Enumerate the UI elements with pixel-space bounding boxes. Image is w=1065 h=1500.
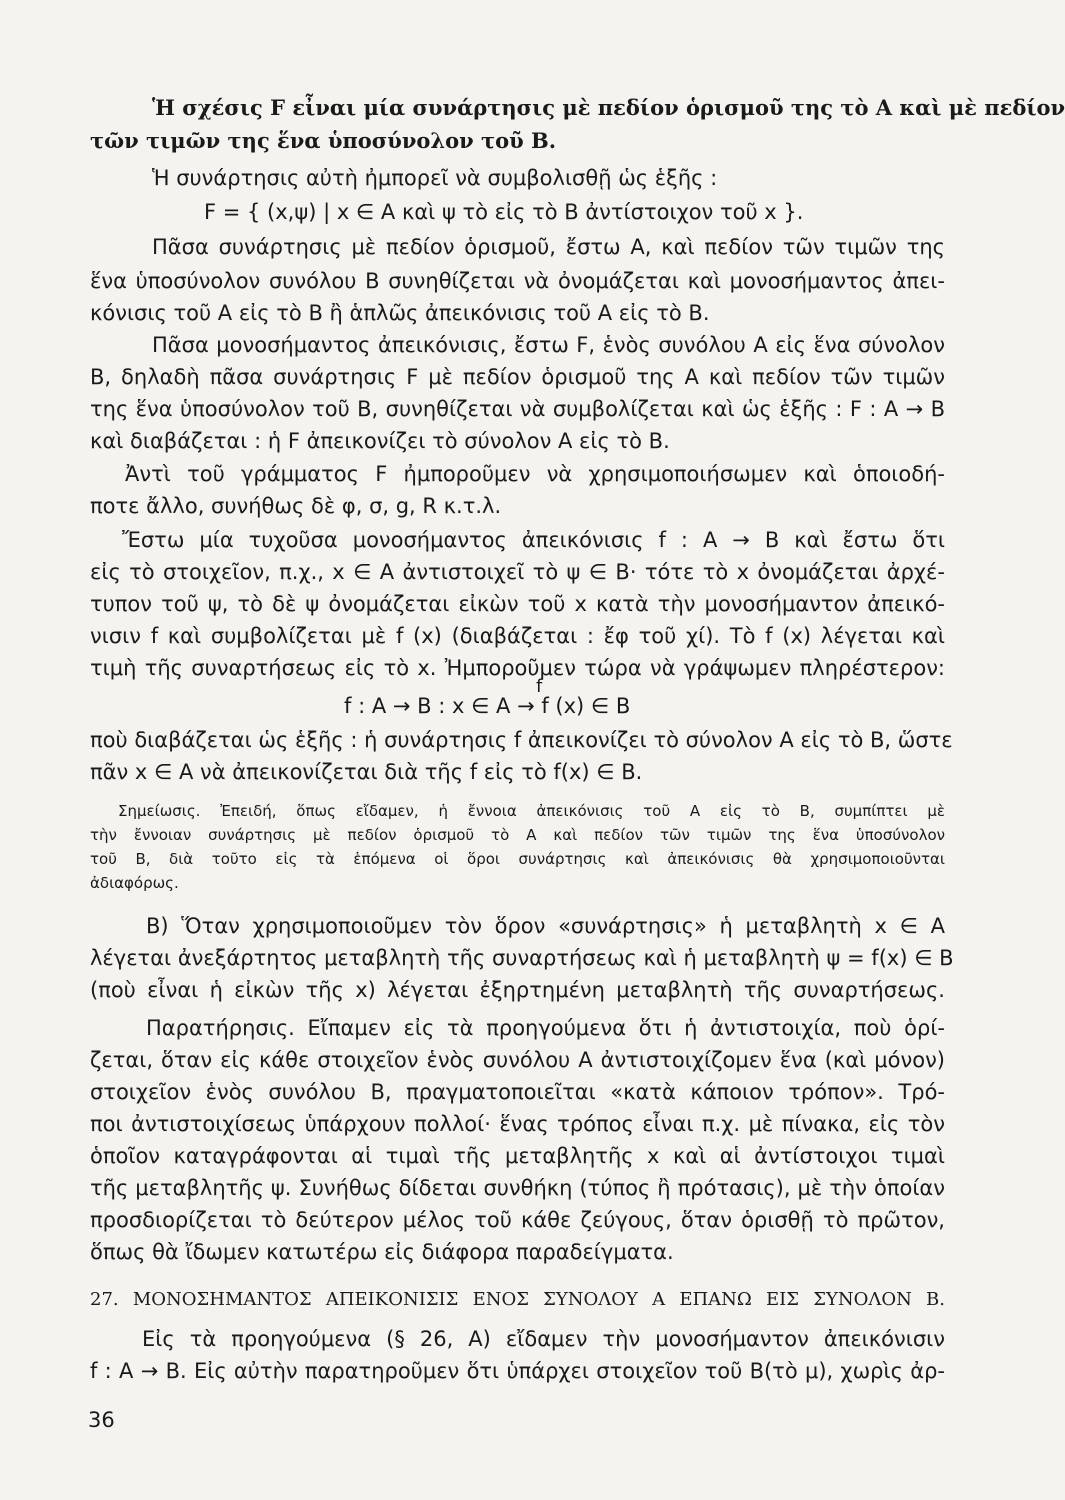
section-heading: 27. ΜΟΝΟΣΗΜΑΝΤΟΣ ΑΠΕΙΚΟΝΙΣΙΣ ΕΝΟΣ ΣΥΝΟΛΟΥ Α ΕΠΑΝΩ ΕΙΣ ΣΥΝΟΛΟΝ Β. <box>90 1289 945 1310</box>
text-line: Ἡ σχέσις F εἶναι μία συνάρτησις μὲ πεδίον ὁρισμοῦ της τὸ Α καὶ μὲ πεδίον <box>152 95 1065 120</box>
text-line: εἰς τὸ στοιχεῖον, π.χ., x ∈ Α ἀντιστοιχεῖ τὸ ψ ∈ Β· τότε τὸ x ὀνομάζεται ἀρχέ- <box>90 560 945 584</box>
text-line: Ἔστω μία τυχοῦσα μονοσήμαντος ἀπεικόνισις f : Α → Β καὶ ἔστω ὅτι <box>122 528 945 552</box>
text-line: Β, δηλαδὴ πᾶσα συνάρτησις F μὲ πεδίον ὁρισμοῦ της Α καὶ πεδίον τῶν τιμῶν <box>90 365 945 389</box>
text-line: Ἡ συνάρτησις αὐτὴ ἠμπορεῖ νὰ συμβολισθῇ ὡς ἑξῆς : <box>152 166 718 190</box>
note-line: Σημείωσις. Ἐπειδή, ὅπως εἴδαμεν, ἡ ἔννοια ἀπεικόνισις τοῦ Α εἰς τὸ Β, συμπίπτει μὲ <box>118 802 945 820</box>
text-line: Πᾶσα συνάρτησις μὲ πεδίον ὁρισμοῦ, ἔστω Α, καὶ πεδίον τῶν τιμῶν της <box>152 235 945 259</box>
page-number: 36 <box>88 1408 115 1432</box>
text-line: f : Α → Β. Εἰς αὐτὴν παρατηροῦμεν ὅτι ὑπάρχει στοιχεῖον τοῦ Β(τὸ μ), χωρὶς ἀρ- <box>90 1359 945 1383</box>
text-line: Παρατήρησις. Εἴπαμεν εἰς τὰ προηγούμενα ὅτι ἡ ἀντιστοιχία, ποὺ ὁρί- <box>146 1016 945 1040</box>
text-line: ἕνα ὑποσύνολον συνόλου Β συνηθίζεται νὰ ὀνομάζεται καὶ μονοσήμαντος ἀπει- <box>90 269 945 293</box>
text-line: τῆς μεταβλητῆς ψ. Συνήθως δίδεται συνθήκη (τύπος ἢ πρότασις), μὲ τὴν ὁποίαν <box>90 1176 945 1200</box>
text-line: ποι ἀντιστοιχίσεως ὑπάρχουν πολλοί· ἕνας τρόπος εἶναι π.χ. μὲ πίνακα, εἰς τὸν <box>90 1112 945 1136</box>
text-line: Ἀντὶ τοῦ γράμματος F ἠμποροῦμεν νὰ χρησιμοποιήσωμεν καὶ ὁποιοδή- <box>125 462 945 486</box>
note-line: τοῦ Β, διὰ τοῦτο εἰς τὰ ἑπόμενα οἱ ὅροι συνάρτησις καὶ ἀπεικόνισις θὰ χρησιμοποιοῦνται <box>90 850 945 868</box>
text-line: τιμὴ τῆς συναρτήσεως εἰς τὸ x. Ἠμποροῦμεν τώρα νὰ γράψωμεν πληρέστερον: <box>90 656 945 680</box>
text-line: στοιχεῖον ἑνὸς συνόλου Β, πραγματοποιεῖται «κατὰ κάποιον τρόπον». Τρό- <box>90 1080 945 1104</box>
text-line: Εἰς τὰ προηγούμενα (§ 26, Α) εἴδαμεν τὴν μονοσήμαντον ἀπεικόνισιν <box>142 1327 945 1351</box>
note-line: τὴν ἔννοιαν συνάρτησις μὲ πεδίον ὁρισμοῦ τὸ Α καὶ πεδίον τῶν τιμῶν της ἕνα ὑποσύνολον <box>90 826 945 844</box>
text-line: Β) Ὅταν χρησιμοποιοῦμεν τὸν ὅρον «συνάρτησις» ἡ μεταβλητὴ x ∈ Α <box>146 914 945 938</box>
text-line: λέγεται ἀνεξάρτητος μεταβλητὴ τῆς συναρτήσεως καὶ ἡ μεταβλητὴ ψ = f(x) ∈ Β <box>90 946 954 970</box>
text-line: της ἕνα ὑποσύνολον τοῦ Β, συνηθίζεται νὰ συμβολίζεται καὶ ὡς ἑξῆς : F : Α → Β <box>90 397 945 421</box>
text-line: Πᾶσα μονοσήμαντος ἀπεικόνισις, ἔστω F, ἑνὸς συνόλου Α εἰς ἕνα σύνολον <box>152 333 945 357</box>
text-line: (ποὺ εἶναι ἡ εἰκὼν τῆς x) λέγεται ἐξηρτημένη μεταβλητὴ τῆς συναρτήσεως. <box>90 978 945 1002</box>
arrow-label: f <box>536 676 543 697</box>
text-line: τῶν τιμῶν της ἕνα ὑποσύνολον τοῦ Β. <box>90 128 557 153</box>
text-line: κόνισις τοῦ Α εἰς τὸ Β ἢ ἁπλῶς ἀπεικόνισις τοῦ Α εἰς τὸ Β. <box>90 301 710 325</box>
text-line: νισιν f καὶ συμβολίζεται μὲ f (x) (διαβάζεται : ἔφ τοῦ χί). Τὸ f (x) λέγεται καὶ <box>90 624 945 648</box>
text-line: καὶ διαβάζεται : ἡ F ἀπεικονίζει τὸ σύνολον Α εἰς τὸ Β. <box>90 429 670 453</box>
text-line: πᾶν x ∈ Α νὰ ἀπεικονίζεται διὰ τῆς f εἰς τὸ f(x) ∈ Β. <box>90 760 643 784</box>
text-line: ὁποῖον καταγράφονται αἱ τιμαὶ τῆς μεταβλητῆς x καὶ αἱ ἀντίστοιχοι τιμαὶ <box>90 1144 945 1168</box>
text-line: προσδιορίζεται τὸ δεύτερον μέλος τοῦ κάθε ζεύγους, ὅταν ὁρισθῇ τὸ πρῶτον, <box>90 1208 945 1232</box>
formula-line: F = { (x,ψ) | x ∈ Α καὶ ψ τὸ εἰς τὸ Β ἀντίστοιχον τοῦ x }. <box>204 200 804 224</box>
text-line: ζεται, ὅταν εἰς κάθε στοιχεῖον ἑνὸς συνόλου Α ἀντιστοιχίζομεν ἕνα (καὶ μόνον) <box>90 1048 945 1072</box>
text-line: τυπον τοῦ ψ, τὸ δὲ ψ ὀνομάζεται εἰκὼν τοῦ x κατὰ τὴν μονοσήμαντον ἀπεικό- <box>90 592 945 616</box>
text-line: ποτε ἄλλο, συνήθως δὲ φ, σ, g, R κ.τ.λ. <box>90 494 502 518</box>
note-line: ἀδιαφόρως. <box>90 874 179 892</box>
text-line: ὅπως θὰ ἴδωμεν κατωτέρω εἰς διάφορα παραδείγματα. <box>90 1240 674 1264</box>
formula-line: f : Α → Β : x ∈ Α → f (x) ∈ Β <box>344 694 631 718</box>
text-line: ποὺ διαβάζεται ὡς ἑξῆς : ἡ συνάρτησις f ἀπεικονίζει τὸ σύνολον Α εἰς τὸ Β, ὥστε <box>90 728 953 752</box>
